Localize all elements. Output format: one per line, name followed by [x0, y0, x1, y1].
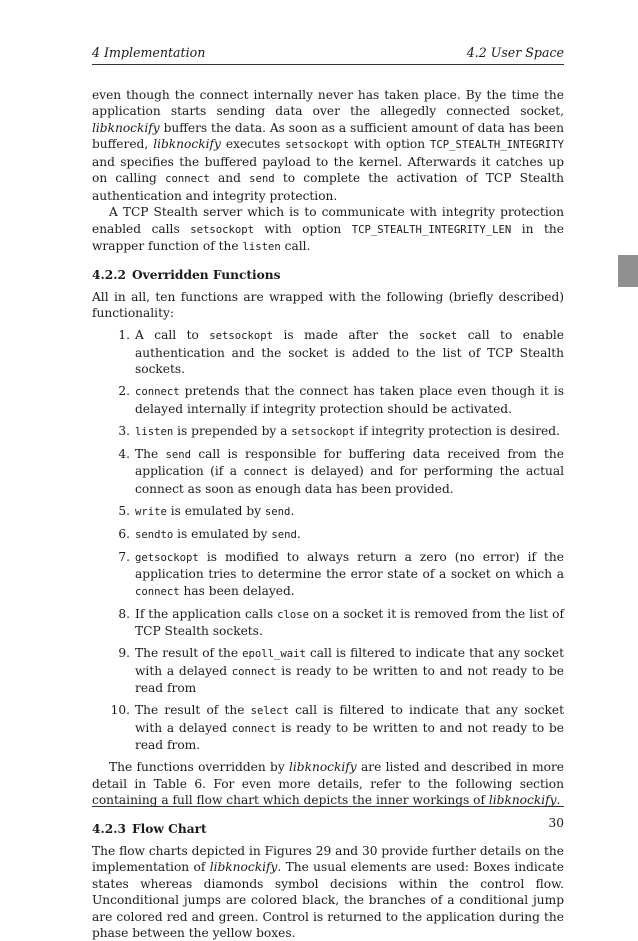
section-heading-overridden-functions: [92, 267, 564, 283]
list-item: 7. getsockopt is modified to always return a zero (no error) if the application tries to determine the error state of a socket on which a connect has been delayed.: [92, 549, 564, 600]
lib-name: libknockify: [289, 760, 357, 775]
list-item: 3. listen is prepended by a setsockopt if integrity protection is desired.: [92, 423, 564, 440]
list-item: 8. If the application calls close on a socket it is removed from the list of TCP Stealth sockets.: [92, 606, 564, 640]
list-item-number: 7.: [118, 549, 130, 564]
list-item-number: 10.: [110, 703, 130, 718]
code-term: listen: [242, 241, 281, 254]
code-term: send: [249, 173, 275, 186]
code-term: setsockopt: [209, 330, 274, 343]
chapter-thumb-tab: [618, 255, 638, 287]
lib-name: libknockify: [92, 120, 160, 135]
list-item-number: 2.: [118, 384, 130, 399]
list-item-number: 1.: [118, 328, 130, 343]
list-item: 9. The result of the epoll_wait call is filtered to indicate that any socket with a delayed connect is ready to be written to and not ready to be read from: [92, 645, 564, 696]
code-term: epoll_wait: [242, 648, 306, 661]
list-item: 1. A call to setsockopt is made after the socket call to enable authentication and the socket is added to the list of TCP Stealth sockets.: [92, 327, 564, 377]
code-term: listen: [135, 425, 174, 438]
code-term: sendto: [135, 528, 174, 541]
list-item: 5. write is emulated by send.: [92, 503, 564, 520]
code-term: connect: [231, 665, 277, 678]
list-item-number: 5.: [118, 503, 130, 518]
intro-paragraph-2: A TCP Stealth server which is to communicate with integrity protection enabled calls setsockopt with option TCP_STEALTH_INTEGRITY_LEN in the wrapper function of the listen call.: [92, 205, 564, 254]
list-item-number: 6.: [118, 526, 130, 541]
closing-paragraph: The functions overridden by libknockify are listed and described in more detail in Table 6. For even more details, refer to the following section containing a full flow chart which depicts the inner workings of libknockify.: [92, 760, 565, 808]
footer-rule: [92, 806, 564, 807]
code-term: connect: [231, 722, 277, 735]
code-term: setsockopt: [291, 425, 356, 438]
section-heading-flow-chart: [92, 821, 564, 837]
list-item: 6. sendto is emulated by send.: [92, 526, 564, 543]
code-term: connect: [243, 466, 289, 479]
header-rule: [92, 64, 564, 65]
code-term: send: [271, 528, 297, 541]
code-term: connect: [135, 585, 180, 598]
section-lead: All in all, ten functions are wrapped with the following (briefly described) functionality:: [92, 289, 564, 320]
lib-name: libknockify: [209, 860, 278, 875]
overridden-functions-list: [92, 327, 564, 753]
section-number: 4.2.3: [92, 821, 126, 836]
list-item: 2. connect pretends that the connect has taken place even though it is delayed internally if integrity protection should be activated.: [92, 383, 564, 417]
section-title: Overridden Functions: [132, 267, 281, 282]
code-term: close: [277, 608, 309, 621]
lib-name: libknockify: [153, 137, 221, 152]
running-header: [92, 44, 564, 62]
code-term: connect: [165, 173, 210, 186]
code-term: write: [135, 505, 167, 518]
body-text: [92, 87, 564, 941]
code-term: setsockopt: [190, 223, 255, 236]
section-number: 4.2.2: [92, 267, 126, 282]
code-term: connect: [135, 386, 180, 399]
code-term: select: [250, 705, 289, 718]
code-term: send: [264, 505, 291, 518]
lib-name: libknockify: [488, 793, 557, 808]
list-item-number: 9.: [118, 646, 130, 661]
code-term: socket: [418, 330, 458, 343]
code-term: TCP_STEALTH_INTEGRITY: [430, 139, 564, 152]
intro-paragraph-1: even though the connect internally never has taken place. By the time the application starts sending data over the allegedly connected socket, libknockify buffers the data. As soon as a sufficient amount of data has been buffered, libknockify executes setsockopt with option TCP_STEALTH_INTEGRITY and specifies the buffered payload to the kernel. Afterwards it catches up on calling connect and send to complete the activation of TCP Stealth authentication and integrity protection.: [92, 88, 565, 203]
code-term: TCP_STEALTH_INTEGRITY_LEN: [351, 223, 512, 236]
list-item: 10. The result of the select call is filtered to indicate that any socket with a delayed connect is ready to be written to and not ready to be read from.: [92, 702, 564, 753]
section-heading: 4.2 User Space: [466, 45, 564, 60]
code-term: setsockopt: [285, 139, 349, 152]
page-number: 30: [548, 816, 564, 830]
list-item: 4. The send call is responsible for buffering data received from the application (if a connect is delayed) and for performing the actual connect as soon as enough data has been provided.: [92, 446, 564, 497]
flow-chart-paragraph: The flow charts depicted in Figures 29 and 30 provide further details on the implementation of libknockify. The usual elements are used: Boxes indicate states whereas diamonds symbol decisions within the control flow. Unconditional jumps are colored black, the branches of a conditional jump are colored red and green. Control is returned to the application during the phase between the yellow boxes.: [92, 843, 564, 940]
code-term: send: [165, 448, 192, 461]
list-item-number: 8.: [118, 606, 130, 621]
chapter-heading: 4 Implementation: [92, 45, 206, 60]
section-title: Flow Chart: [132, 821, 207, 836]
list-item-number: 3.: [118, 423, 130, 438]
list-item-number: 4.: [118, 446, 130, 461]
code-term: getsockopt: [135, 551, 199, 564]
